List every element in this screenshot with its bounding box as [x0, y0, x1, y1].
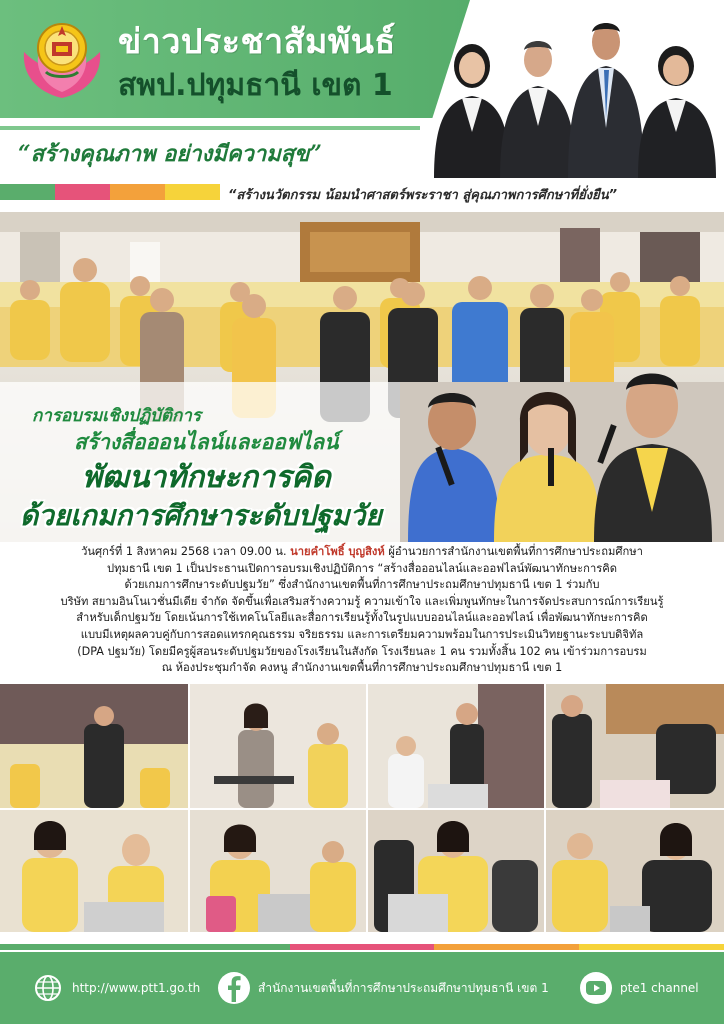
photo-5: [0, 810, 188, 932]
title-line-2: สพป.ปทุมธานี เขต 1: [118, 68, 393, 103]
person-2: [500, 41, 576, 178]
body-line-7: (DPA ปฐมวัย) โดยมีครูผู้สอนระดับปฐมวัยของโรงเรียนในสังกัด โรงเรียนละ 1 คน รวมทั้งสิ้น 102 คน เข้าร่วมการอบรม: [77, 644, 647, 658]
headline-line-3: พัฒนาทักษะการคิด: [82, 460, 331, 495]
headline-line-4: ด้วยเกมการศึกษาระดับปฐมวัย: [20, 499, 382, 532]
youtube-link[interactable]: [580, 972, 699, 1004]
divider: [0, 126, 420, 130]
photo-grid: [0, 684, 724, 932]
footer-color-bar: [0, 944, 724, 950]
person-4: [638, 46, 716, 178]
news-body: [18, 544, 706, 677]
youtube-channel-name: pte1 channel: [620, 981, 699, 995]
globe-icon: [32, 972, 64, 1004]
photo-4: [546, 684, 724, 808]
photo-1: [0, 684, 188, 808]
facebook-icon: [218, 972, 250, 1004]
photo-3: [368, 684, 544, 808]
body-line-6: แบบมีเหตุผลควบคู่กับการสอดแทรกคุณธรรม จริยธรรม และการเตรียมความพร้อมในการประเมินวิทยฐานะระบบดิจิทัล: [80, 627, 644, 641]
slogan: “สร้างคุณภาพ อย่างมีความสุข”: [18, 141, 322, 167]
photo-6: [190, 810, 366, 932]
photo-7: [368, 810, 544, 932]
footer: [0, 952, 724, 1024]
youtube-icon: [580, 972, 612, 1004]
facebook-link[interactable]: [218, 972, 549, 1004]
presenters-closeup: [400, 374, 724, 543]
body-person-name: นายคำโพธิ์ บุญสิงห์: [290, 545, 385, 558]
person-1: [434, 44, 510, 178]
website-url: http://www.ptt1.go.th: [72, 981, 201, 995]
headline-line-1: การอบรมเชิงปฏิบัติการ: [32, 406, 201, 426]
sub-slogan: “สร้างนวัตกรรม น้อมนำศาสตร์พระราชา สู่คุณภาพการศึกษาที่ยั่งยืน”: [228, 188, 618, 203]
body-date: วันศุกร์ที่ 1 สิงหาคม 2568 เวลา 09.00 น.: [81, 545, 287, 558]
body-line-5: สำหรับเด็กปฐมวัย โดยเน้นการใช้เทคโนโลยีและสื่อการเรียนรู้ทั้งในรูปแบบออนไลน์และออฟไลน์ เพื่อพัฒนาทักษะการคิด: [76, 611, 648, 625]
body-line-3: ด้วยเกมการศึกษาระดับปฐมวัย” ซึ่งสำนักงานเขตพื้นที่การศึกษาประถมศึกษาปทุมธานี เขต 1 ร่วมกับ: [124, 578, 600, 592]
lotus-emblem-icon: [16, 12, 108, 104]
color-bar: [0, 184, 220, 200]
body-line-4: บริษัท สยามอินโนเวชั่นมีเดีย จำกัด จัดขึ้นเพื่อเสริมสร้างความรู้ ความเข้าใจ และเพิ่มพูนทักษะในการจัดประสบการณ์การเรียนรู้: [60, 594, 664, 608]
facebook-page-name: สำนักงานเขตพื้นที่การศึกษาประถมศึกษาปทุมธานี เขต 1: [258, 980, 549, 995]
body-line-2: ปทุมธานี เขต 1 เป็นประธานเปิดการอบรมเชิงปฏิบัติการ “สร้างสื่อออนไลน์และออฟไลน์พัฒนาทักษะการคิด: [107, 561, 617, 575]
title-line-1: ข่าวประชาสัมพันธ์: [118, 22, 396, 62]
body-line-1: ผู้อำนวยการสำนักงานเขตพื้นที่การศึกษาประถมศึกษา: [388, 545, 643, 558]
photo-2: [190, 684, 366, 808]
header: [0, 0, 724, 203]
executives-photo: [428, 8, 724, 178]
photo-8: [546, 810, 724, 932]
body-line-8: ณ ห้องประชุมกำจัด คงหนู สำนักงานเขตพื้นที่การศึกษาประถมศึกษาปทุมธานี เขต 1: [161, 661, 563, 675]
headline-line-2: สร้างสื่อออนไลน์และออฟไลน์: [74, 430, 339, 454]
website-link[interactable]: [32, 972, 200, 1004]
person-3: [568, 23, 644, 178]
